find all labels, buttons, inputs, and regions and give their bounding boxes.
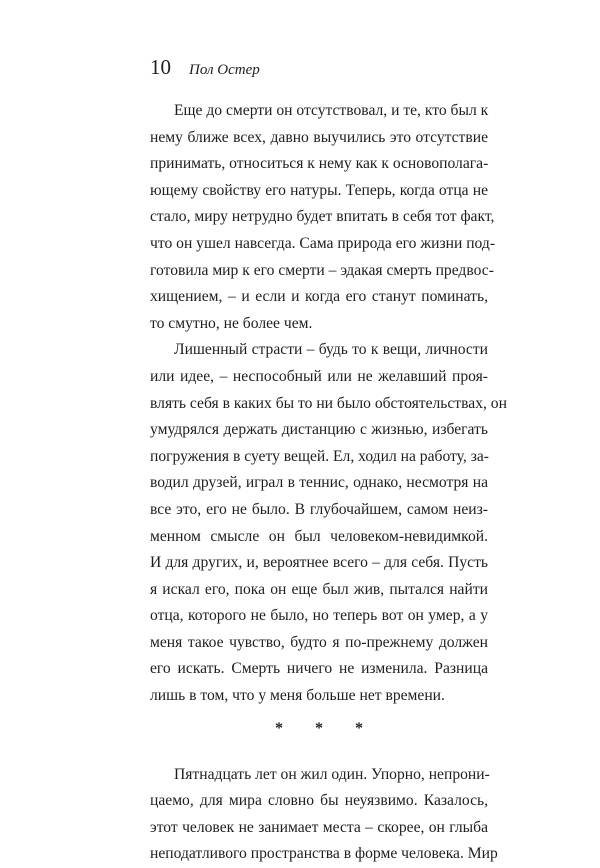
text-line: принимать, относиться к нему как к основополага- [150, 155, 489, 173]
text-line: что он ушел навсегда. Сама природа его жизни под- [150, 234, 496, 252]
text-line: нему ближе всех, давно выучились это отсутствие [150, 128, 488, 146]
text-line: И для других, и, вероятнее всего – для себя. Пусть [150, 554, 488, 572]
text-line: то смутно, не более чем. [150, 314, 313, 332]
text-line: стало, миру нетрудно будет впитать в себя тот факт, [150, 208, 495, 226]
paragraph-2 [150, 337, 507, 709]
text-line: меня такое чувство, будто я по-прежнему должен [150, 633, 488, 651]
text-line: Лишенный страсти – будь то к вещи, личности [174, 341, 488, 359]
paragraph-1 [150, 98, 496, 337]
running-head [150, 55, 260, 85]
body-text [150, 98, 507, 868]
text-line: готовила мир к его смерти – эдакая смерть предвос- [150, 261, 494, 279]
text-line: отца, которого не было, но теперь вот он умер, а у [150, 607, 488, 625]
text-line: хищением, – и если и когда его станут поминать, [150, 288, 488, 306]
text-line: погружения в суету вещей. Ел, ходил на работу, за- [150, 447, 489, 465]
text-line: ющему свойству его натуры. Теперь, когда отца не [150, 181, 488, 199]
text-line: Пятнадцать лет он жил один. Упорно, непрони- [174, 765, 490, 783]
text-line: умудрялся держать дистанцию с жизнью, избегать [150, 421, 488, 439]
text-line: все это, его не было. В глубочайшем, самом неиз- [150, 500, 488, 518]
text-line: или идее, – неспособный или не желавший проя- [150, 367, 488, 385]
text-line: цаемо, для мира словно бы неуязвимо. Казалось, [150, 792, 488, 810]
text-line: Еще до смерти он отсутствовал, и те, кто был к [174, 102, 489, 119]
text-line: этот человек не занимает места – скорее, он глыба [150, 818, 488, 836]
text-line: неподатливого пространства в форме человека. Мир [150, 845, 498, 863]
paragraph-3 [150, 762, 498, 868]
text-line: лишь в том, что у меня больше нет времени. [150, 687, 445, 705]
text-line: влять себя в каких бы то ни было обстоятельствах, он [150, 394, 507, 412]
page-number: 10 [150, 55, 171, 79]
text-line: водил друзей, играл в теннис, однако, несмотря на [150, 474, 488, 492]
text-line: его искать. Смерть ничего не изменила. Разница [150, 660, 488, 678]
running-title-author: Пол Остер [189, 62, 260, 78]
text-line: менном смысле он был человеком-невидимкой. [150, 527, 488, 545]
section-separator: * * * [275, 719, 377, 737]
text-line: я искал его, пока он еще был жив, пытался найти [150, 580, 488, 598]
